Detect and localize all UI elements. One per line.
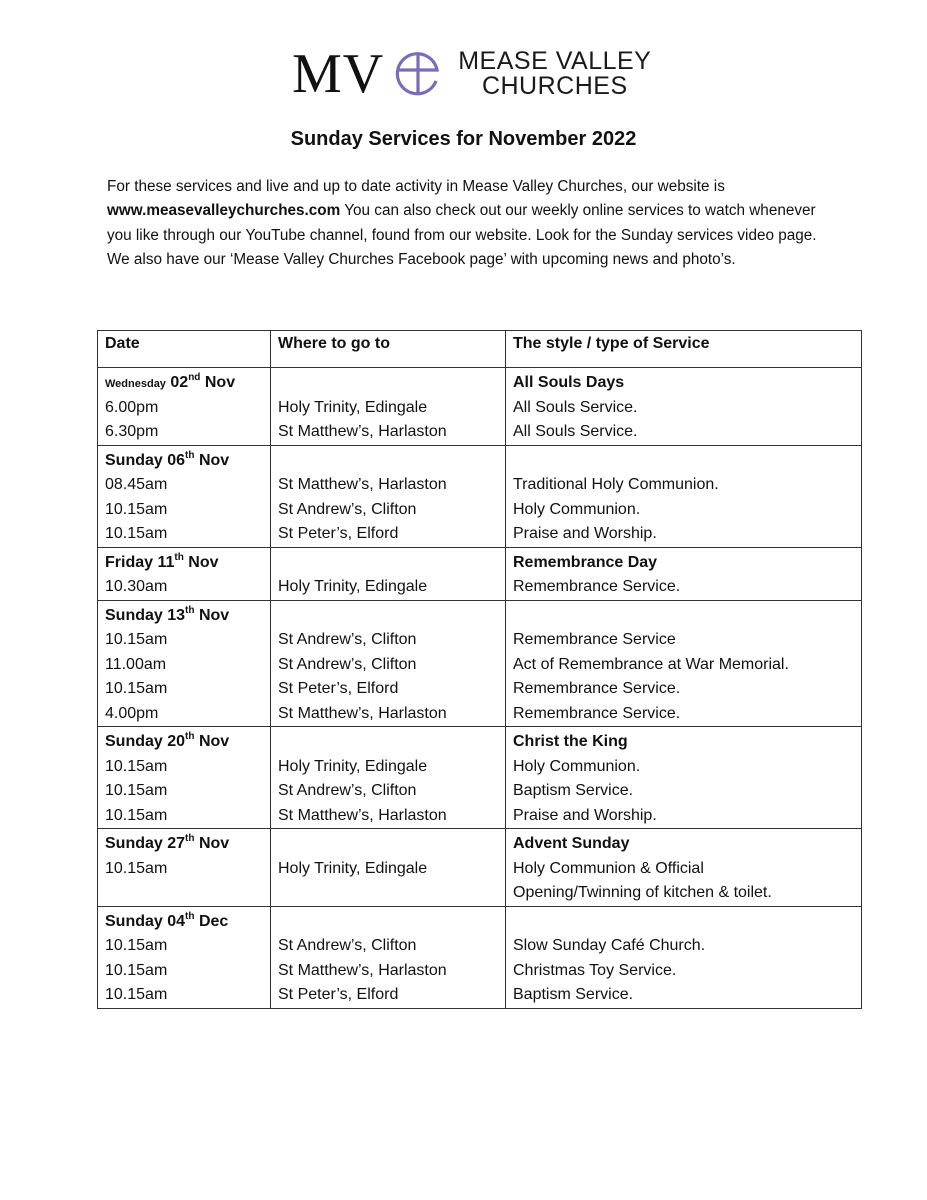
day-number: 04 (167, 912, 186, 930)
date-label (105, 730, 263, 755)
month: Nov (198, 606, 230, 624)
service-time: 10.15am (105, 757, 168, 775)
service-time: 10.15am (105, 782, 168, 799)
month: Dec (198, 912, 229, 930)
day-suffix: nd (188, 372, 201, 383)
header-service-type: The style / type of Service (506, 331, 862, 368)
occasion-heading (513, 449, 854, 474)
church-location: St Andrew’s, Clifton (278, 937, 417, 954)
service-description: Holy Communion & Official (513, 859, 704, 877)
day-suffix: th (174, 551, 184, 563)
church-location: St Matthew’s, Harlaston (278, 704, 447, 722)
service-type-cell (506, 600, 862, 727)
weekday: Sunday (105, 912, 163, 930)
service-time: 4.00pm (105, 704, 159, 722)
service-type-cell (506, 547, 862, 600)
table-row (98, 600, 862, 727)
service-time: 6.30pm (105, 423, 159, 440)
month: Nov (198, 835, 230, 852)
weekday: Friday (105, 553, 154, 571)
church-location: St Peter’s, Elford (278, 986, 399, 1003)
spacer (278, 910, 498, 935)
table-header-row (98, 331, 862, 368)
church-location: St Matthew’s, Harlaston (278, 476, 447, 493)
weekday: Sunday (105, 733, 163, 750)
date-label (105, 371, 263, 396)
spacer (278, 730, 498, 755)
weekday: Sunday (105, 835, 163, 852)
service-description: All Souls Service. (513, 398, 638, 416)
date-cell (98, 600, 271, 727)
service-description: Remembrance Service. (513, 704, 681, 722)
header-location: Where to go to (271, 331, 506, 368)
table-row (98, 829, 862, 907)
service-time: 08.45am (105, 476, 168, 493)
occasion-heading (513, 910, 854, 935)
service-description: Praise and Worship. (513, 806, 657, 824)
location-cell (271, 600, 506, 727)
spacer (278, 604, 498, 629)
service-time: 10.15am (105, 631, 168, 648)
logo-wordmark (458, 49, 651, 99)
day-number: 06 (167, 451, 186, 469)
occasion-heading (513, 604, 854, 629)
service-type-cell (506, 445, 862, 547)
day-suffix: th (185, 731, 195, 742)
service-type-cell (506, 368, 862, 446)
date-cell (98, 445, 271, 547)
intro-text-2: You can also check out our weekly online services to watch whenever you like through our YouTube channel, found from our website. Look for the Sunday services video page. We also have our ‘Mease Valley Churches Facebook page’ with upcoming news and photo’s. (107, 202, 817, 268)
church-of-england-cross-icon (392, 48, 444, 100)
service-description: Remembrance Service. (513, 680, 681, 697)
service-description: Baptism Service. (513, 782, 634, 799)
location-cell (271, 829, 506, 907)
spacer (278, 832, 498, 857)
church-location: St Andrew’s, Clifton (278, 782, 417, 799)
date-cell (98, 547, 271, 600)
day-number: 11 (157, 553, 175, 571)
service-time: 6.00pm (105, 398, 159, 416)
date-label (105, 449, 263, 474)
service-type-cell (506, 727, 862, 829)
service-description: Remembrance Service. (513, 578, 681, 595)
table-row (98, 445, 862, 547)
date-label (105, 604, 263, 629)
service-description: Act of Remembrance at War Memorial. (513, 655, 789, 673)
date-label (105, 551, 263, 576)
intro-text-1: For these services and live and up to date activity in Mease Valley Churches, our website is (107, 178, 725, 195)
month: Nov (204, 374, 236, 391)
church-location: St Andrew’s, Clifton (278, 500, 417, 518)
service-type-cell (506, 829, 862, 907)
service-description: Slow Sunday Café Church. (513, 937, 706, 954)
service-description: Christmas Toy Service. (513, 961, 677, 979)
month: Nov (198, 733, 230, 750)
church-location: St Matthew’s, Harlaston (278, 423, 447, 440)
logo-line-1: MEASE VALLEY (458, 47, 652, 75)
service-time: 10.15am (105, 986, 168, 1003)
service-description: Baptism Service. (513, 986, 634, 1003)
day-number: 02 (170, 374, 189, 391)
church-location: Holy Trinity, Edingale (278, 757, 428, 775)
spacer (278, 371, 498, 396)
service-description: Praise and Worship. (513, 525, 657, 542)
location-cell (271, 368, 506, 446)
service-description: All Souls Service. (513, 423, 638, 440)
church-location: St Peter’s, Elford (278, 525, 399, 542)
service-description: Holy Communion. (513, 500, 641, 518)
service-type-cell (506, 906, 862, 1008)
occasion-heading: Advent Sunday (513, 835, 630, 852)
date-cell (98, 829, 271, 907)
occasion-heading: Christ the King (513, 733, 628, 750)
day-number: 13 (167, 606, 186, 624)
church-location: St Andrew’s, Clifton (278, 655, 417, 673)
day-number: 20 (167, 733, 186, 750)
weekday: Sunday (105, 606, 163, 624)
page-title: Sunday Services for November 2022 (290, 128, 637, 150)
header-date: Date (98, 331, 271, 368)
service-time: 10.15am (105, 500, 168, 518)
occasion-heading: Remembrance Day (513, 553, 658, 571)
service-description: Remembrance Service (513, 631, 676, 648)
service-time: 10.15am (105, 525, 168, 542)
table-row (98, 727, 862, 829)
service-time: 10.15am (105, 680, 168, 697)
service-time: 10.15am (105, 806, 168, 824)
day-number: 27 (167, 835, 186, 852)
day-suffix: th (185, 910, 195, 922)
table-body (98, 368, 862, 1009)
church-location: St Matthew’s, Harlaston (278, 961, 447, 979)
date-cell (98, 906, 271, 1008)
location-cell (271, 906, 506, 1008)
location-cell (271, 445, 506, 547)
logo-monogram: MV (292, 43, 385, 105)
service-time: 10.15am (105, 961, 168, 979)
table-row (98, 368, 862, 446)
spacer (278, 551, 498, 576)
service-time: 10.15am (105, 859, 168, 877)
service-time: 11.00am (105, 655, 167, 673)
mease-valley-logo (292, 42, 651, 106)
date-label (105, 910, 263, 935)
month: Nov (198, 451, 230, 469)
intro-paragraph (107, 175, 837, 272)
website-link[interactable]: www.measevalleychurches.com (107, 202, 341, 220)
date-cell (98, 368, 271, 446)
church-location: St Matthew’s, Harlaston (278, 806, 447, 824)
day-suffix: th (185, 833, 195, 844)
church-location: Holy Trinity, Edingale (278, 398, 428, 416)
day-suffix: th (185, 449, 195, 461)
service-description: Opening/Twinning of kitchen & toilet. (513, 884, 772, 901)
table-row (98, 906, 862, 1008)
logo-line-2: CHURCHES (481, 72, 628, 100)
service-description: Holy Communion. (513, 757, 641, 775)
service-description: Traditional Holy Communion. (513, 476, 719, 493)
weekday: Sunday (105, 451, 163, 469)
church-location: Holy Trinity, Edingale (278, 578, 428, 595)
church-location: St Andrew’s, Clifton (278, 631, 417, 648)
location-cell (271, 727, 506, 829)
weekday: Wednesday (105, 378, 166, 390)
date-label (105, 832, 263, 857)
services-table (97, 330, 862, 1009)
day-suffix: th (185, 604, 195, 616)
spacer (278, 449, 498, 474)
service-time: 10.15am (105, 937, 168, 954)
service-time: 10.30am (105, 578, 168, 595)
location-cell (271, 547, 506, 600)
date-cell (98, 727, 271, 829)
table-row (98, 547, 862, 600)
occasion-heading: All Souls Days (513, 374, 625, 391)
month: Nov (188, 553, 219, 571)
church-location: St Peter’s, Elford (278, 680, 399, 697)
church-location: Holy Trinity, Edingale (278, 859, 428, 877)
